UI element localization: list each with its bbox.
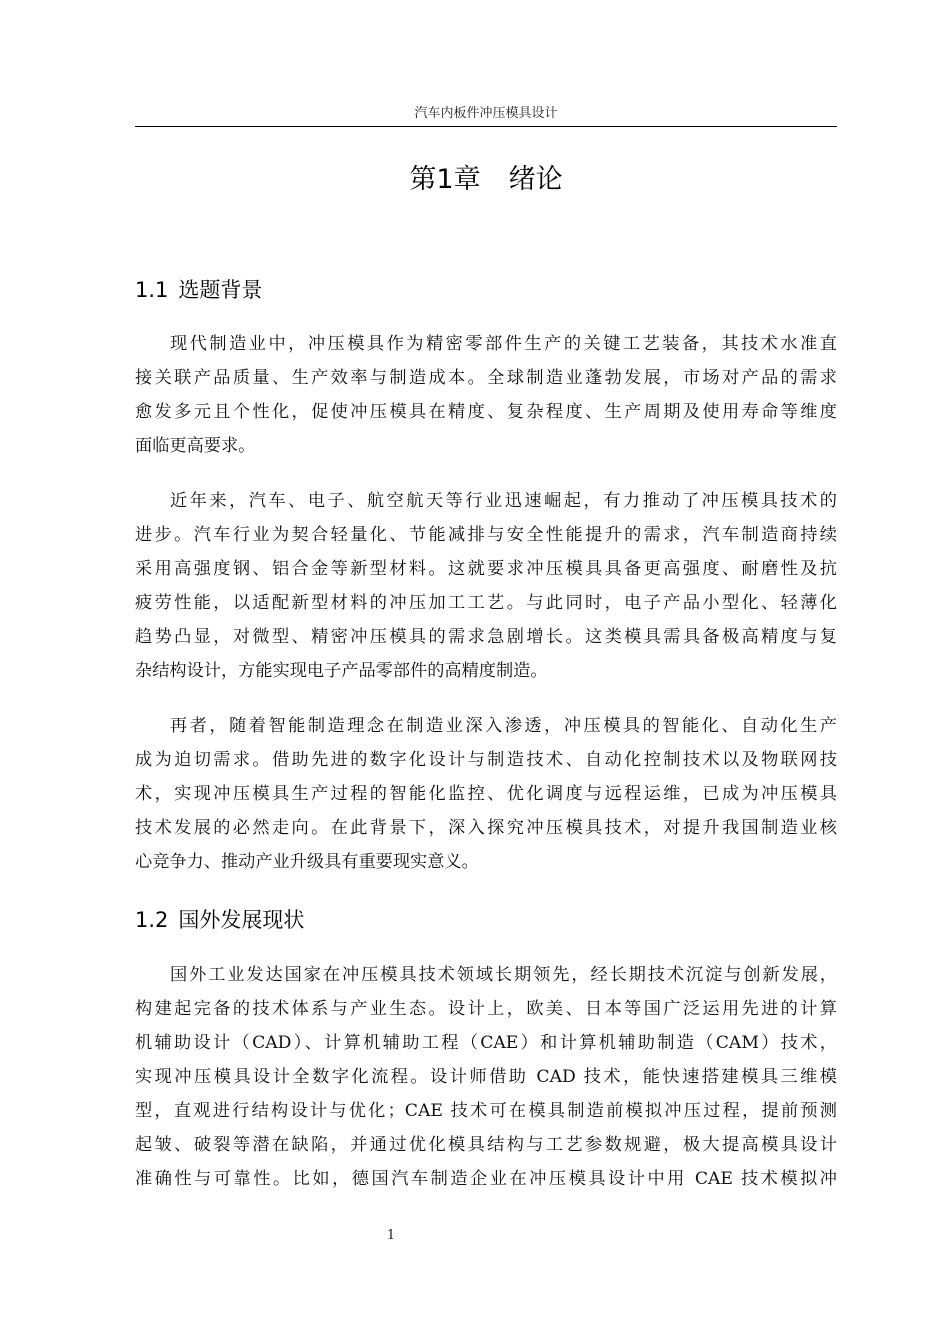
paragraph-1 [135,327,837,463]
section-title: 选题背景 [178,278,263,302]
section-number: 1.2 [135,908,169,932]
page-number: 1 [386,1228,396,1243]
paragraph-line: 心竞争力、推动产业升级具有重要现实意义。 [135,852,479,872]
paragraph-line: 近年来，汽车、电子、航空航天等行业迅速崛起，有力推动了冲压模具技术的 [170,491,837,511]
paragraph-line: 采用高强度钢、铝合金等新型材料。这就要求冲压模具具备更高强度、耐磨性及抗 [135,559,837,579]
paragraph-line: 国外工业发达国家在冲压模具技术领域长期领先，经长期技术沉淀与创新发展， [170,965,837,985]
section-heading-1-1 [135,275,837,305]
paragraph-line: 面临更高要求。 [135,436,256,456]
paragraph-line: 构建起完备的技术体系与产业生态。设计上，欧美、日本等国广泛运用先进的计算 [135,999,837,1019]
paragraph-line: 起皱、破裂等潜在缺陷，并通过优化模具结构与工艺参数规避，极大提高模具设计 [135,1135,837,1155]
paragraph-line: 进步。汽车行业为契合轻量化、节能减排与安全性能提升的需求，汽车制造商持续 [135,525,837,545]
chapter-name: 绪论 [508,164,563,195]
header-rule [135,126,837,127]
chapter-number: 第1章 [409,164,481,195]
paragraph-line: 现代制造业中，冲压模具作为精密零部件生产的关键工艺装备，其技术水准直 [170,334,837,354]
paragraph-line: 术，实现冲压模具生产过程的智能化监控、优化调度与远程运维，已成为冲压模具 [135,784,837,804]
section-heading-1-2 [135,905,837,935]
paragraph-line: 成为迫切需求。借助先进的数字化设计与制造技术、自动化控制技术以及物联网技 [135,750,837,770]
paragraph-line: 接关联产品质量、生产效率与制造成本。全球制造业蓬勃发展，市场对产品的需求 [135,368,837,388]
paragraph-2 [135,484,837,688]
paragraph-line: 机辅助设计（CAD）、计算机辅助工程（CAE）和计算机辅助制造（CAM）技术， [135,1033,837,1053]
paragraph-line: 趋势凸显，对微型、精密冲压模具的需求急剧增长。这类模具需具备极高精度与复 [135,627,837,647]
paragraph-line: 愈发多元且个性化，促使冲压模具在精度、复杂程度、生产周期及使用寿命等维度 [135,402,837,422]
paragraph-line: 技术发展的必然走向。在此背景下，深入探究冲压模具技术，对提升我国制造业核 [135,818,837,838]
paragraph-line: 再者，随着智能制造理念在制造业深入渗透，冲压模具的智能化、自动化生产 [170,716,837,736]
section-number: 1.1 [135,278,169,302]
paragraph-line: 杂结构设计，方能实现电子产品零部件的高精度制造。 [135,661,548,681]
paragraph-line: 实现冲压模具设计全数字化流程。设计师借助 CAD 技术，能快速搭建模具三维模 [135,1067,837,1087]
chapter-title [135,160,837,200]
paragraph-3 [135,709,837,879]
paragraph-line: 疲劳性能，以适配新型材料的冲压加工工艺。与此同时，电子产品小型化、轻薄化 [135,593,837,613]
running-header: 汽车内板件冲压模具设计 [414,106,558,121]
section-title: 国外发展现状 [178,908,305,932]
paragraph-line: 准确性与可靠性。比如，德国汽车制造企业在冲压模具设计中用 CAE 技术模拟冲 [135,1169,837,1189]
paragraph-line: 型，直观进行结构设计与优化；CAE 技术可在模具制造前模拟冲压过程，提前预测 [135,1101,837,1121]
paragraph-4 [135,958,837,1196]
